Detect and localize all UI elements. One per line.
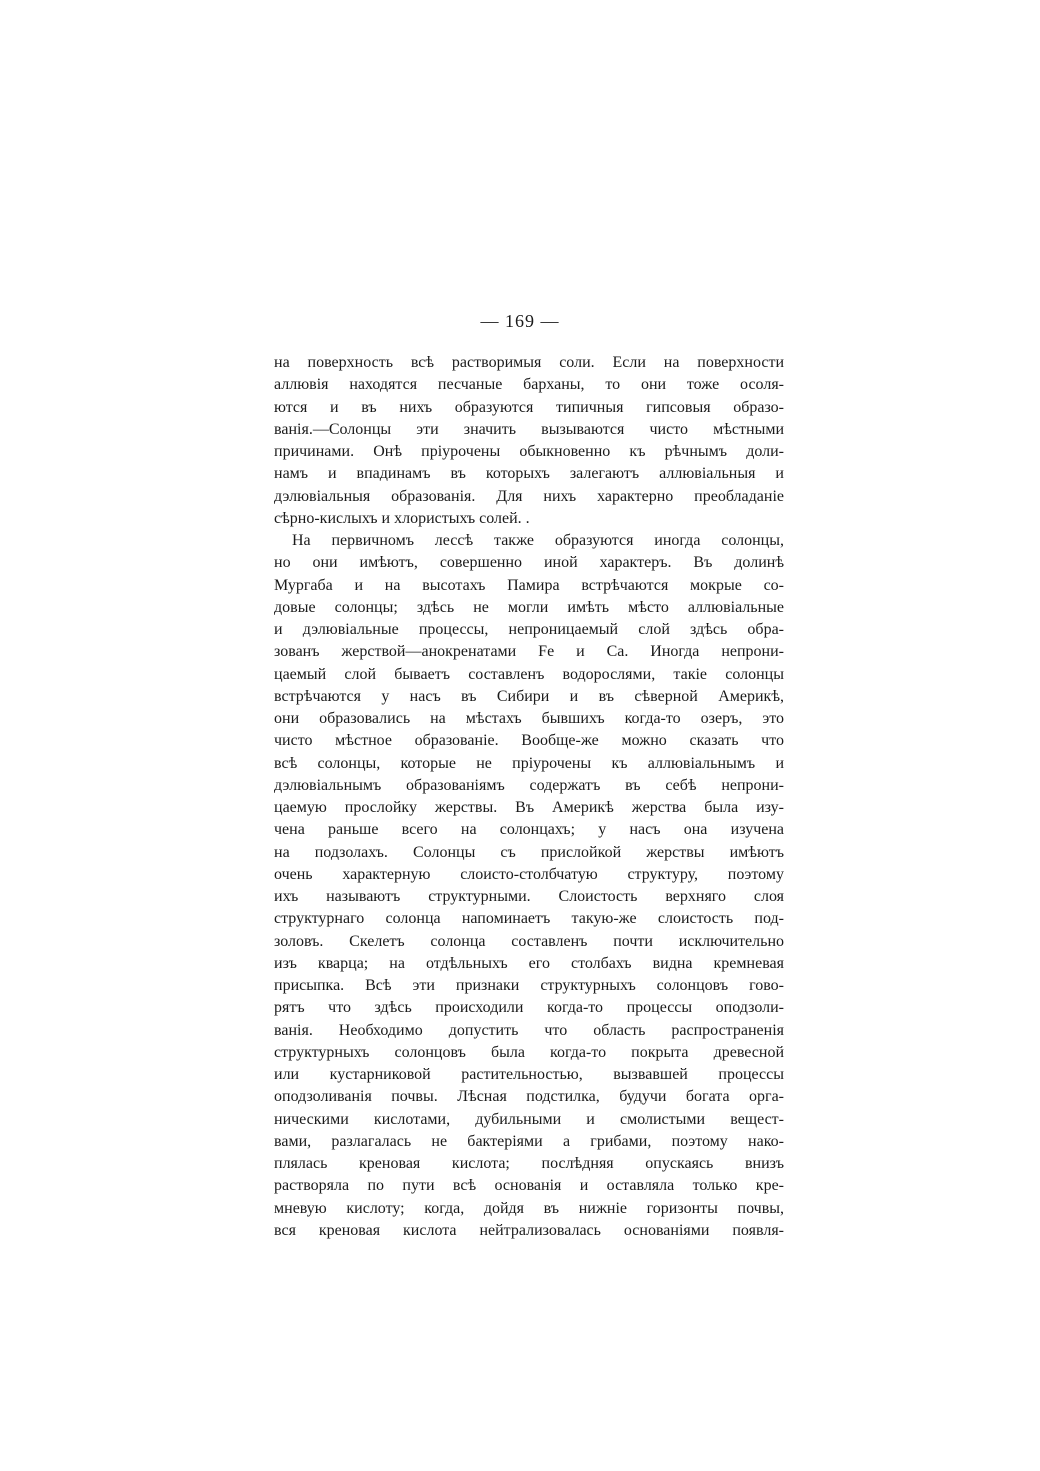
text-line: ванія. Необходимо допустить что область распространенія xyxy=(274,1021,784,1039)
text-line: вами, разлагалась не бактеріями а грибами, поэтому нако- xyxy=(274,1132,784,1150)
text-line: оподзоливанія почвы. Лѣсная подстилка, будучи богата орга- xyxy=(274,1088,784,1106)
text-line: вся креновая кислота нейтрализовалась основаніями появля- xyxy=(274,1221,784,1239)
text-line: они образовались на мѣстахъ бывшихъ когда-то озеръ, это xyxy=(274,710,784,727)
text-line: или кустарниковой растительностью, вызвавшей процессы xyxy=(274,1066,784,1083)
text-line: зованъ жерствой—анокренатами Fe и Ca. Иногда непрони- xyxy=(274,643,784,661)
text-line: чисто мѣстное образованіе. Вообще-же можно сказать что xyxy=(274,732,784,750)
body-text xyxy=(274,352,784,1242)
text-line: присыпка. Всѣ эти признаки структурныхъ солонцовъ гово- xyxy=(274,977,784,994)
text-line: всѣ солонцы, которые не пріурочены къ аллювіальнымъ и xyxy=(274,754,784,772)
text-line: ихъ называютъ структурными. Слоистость верхняго слоя xyxy=(274,888,784,905)
text-line: причинами. Онѣ пріурочены обыкновенно къ рѣчнымъ доли- xyxy=(274,443,784,460)
text-line: встрѣчаются у насъ въ Сибири и въ сѣверной Америкѣ, xyxy=(274,687,784,705)
text-line: ются и въ нихъ образуются типичныя гипсовыя образо- xyxy=(274,398,784,416)
text-line: структурныхъ солонцовъ была когда-то покрыта древесной xyxy=(274,1043,784,1061)
text-line: цаемый слой бываетъ составленъ водорослями, такіе солонцы xyxy=(274,665,784,683)
text-line: ническими кислотами, дубильными и смолистыми вещест- xyxy=(274,1110,784,1128)
paragraph xyxy=(274,352,784,530)
text-line: намъ и впадинамъ въ которыхъ залегаютъ аллювіальныя и xyxy=(274,465,784,483)
text-line: Мургаба и на высотахъ Памира встрѣчаются мокрые со- xyxy=(274,576,784,594)
text-line: аллювія находятся песчаные барханы, то они тоже осоля- xyxy=(274,376,784,394)
text-line: На первичномъ лессѣ также образуются иногда солонцы, xyxy=(292,532,784,549)
text-line: и дэлювіальные процессы, непроницаемый слой здѣсь обра- xyxy=(274,621,784,638)
paragraph xyxy=(274,530,784,1242)
text-line: дэлювіальныя образованія. Для нихъ характерно преобладаніе xyxy=(274,487,784,505)
page-number: — 169 — xyxy=(480,311,560,331)
text-line: на поверхность всѣ растворимыя соли. Если на поверхности xyxy=(274,354,784,371)
text-line: на подзолахъ. Солонцы съ прислойкой жерствы имѣютъ xyxy=(274,843,784,861)
text-line: растворяла по пути всѣ основанія и оставляла только кре- xyxy=(274,1177,784,1195)
text-line: чена раньше всего на солонцахъ; у насъ она изучена xyxy=(274,821,784,839)
text-line: дэлювіальнымъ образованіямъ содержатъ въ себѣ непрони- xyxy=(274,776,784,794)
text-line: плялась креновая кислота; послѣдняя опускаясь внизъ xyxy=(274,1155,784,1172)
text-line: сѣрно-кислыхъ и хлористыхъ солей. . xyxy=(274,509,530,527)
text-line: но они имѣютъ, совершенно иной характеръ. Въ долинѣ xyxy=(274,554,784,572)
text-line: довые солонцы; здѣсь не могли имѣть мѣсто аллювіальные xyxy=(274,598,784,616)
text-line: очень характерную слоисто-столбчатую структуру, поэтому xyxy=(274,865,784,883)
text-line: мневую кислоту; когда, дойдя въ нижніе горизонты почвы, xyxy=(274,1199,784,1217)
text-line: золовъ. Скелетъ солонца составленъ почти исключительно xyxy=(274,932,784,950)
text-line: цаемую прослойку жерствы. Въ Америкѣ жерства была изу- xyxy=(274,799,784,816)
text-line: изъ кварца; на отдѣльныхъ его столбахъ видна кремневая xyxy=(274,954,784,972)
text-line: структурнаго солонца напоминаетъ такую-же слоистость под- xyxy=(274,910,784,928)
text-line: рятъ что здѣсь происходили когда-то процессы оподзоли- xyxy=(274,999,784,1017)
text-line: ванія.—Солонцы эти значить вызываются чисто мѣстными xyxy=(274,420,784,438)
